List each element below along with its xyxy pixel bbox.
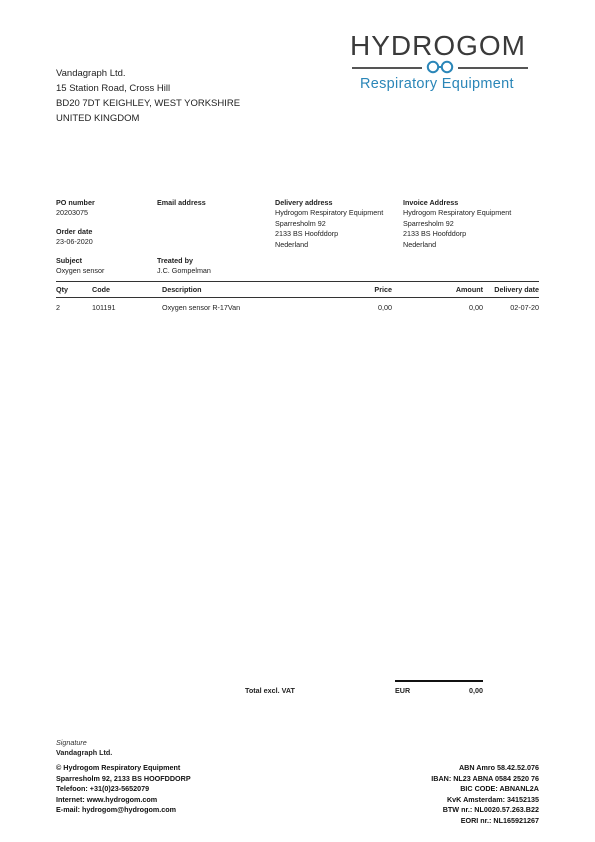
- col-header-description: Description: [162, 285, 202, 294]
- delivery-line: Hydrogom Respiratory Equipment: [275, 208, 384, 217]
- recipient-name: Vandagraph Ltd.: [56, 68, 126, 79]
- total-currency: EUR: [395, 686, 411, 695]
- total-rule: [395, 680, 483, 682]
- col-header-code: Code: [92, 285, 110, 294]
- footer-line: ABN Amro 58.42.52.076: [458, 763, 539, 772]
- logo-rule-left: [352, 67, 422, 69]
- footer-line: Telefoon: +31(0)23-5652079: [56, 784, 150, 794]
- subject-value: Oxygen sensor: [56, 266, 105, 275]
- table-row: [0, 303, 595, 315]
- footer-line: BIC CODE: ABNANL2A: [460, 784, 539, 794]
- order-date-label: Order date: [56, 227, 93, 236]
- invoice-address: [403, 208, 511, 250]
- cell-description: Oxygen sensor R-17Van: [162, 303, 241, 312]
- signature-label: Signature: [56, 738, 87, 747]
- recipient-city: BD20 7DT KEIGHLEY, WEST YORKSHIRE: [56, 98, 241, 109]
- delivery-address: [275, 208, 383, 250]
- total-label: Total excl. VAT: [245, 686, 295, 695]
- col-header-qty: Qty: [56, 285, 68, 294]
- delivery-address-label: Delivery address: [275, 198, 333, 207]
- cell-price: 0,00: [378, 303, 392, 312]
- col-header-amount: Amount: [455, 285, 483, 294]
- footer-line: Sparresholm 92, 2133 BS HOOFDDORP: [56, 773, 191, 783]
- cell-delivery-date: 02-07-20: [510, 303, 539, 312]
- signature-name: Vandagraph Ltd.: [56, 748, 113, 757]
- footer-bank-info: [330, 763, 539, 827]
- footer-company-info: [56, 763, 191, 816]
- footer-line: KvK Amsterdam: 34152135: [446, 794, 539, 804]
- treated-by-value: J.C. Gompelman: [157, 266, 211, 275]
- invoice-line: Sparresholm 92: [403, 218, 454, 228]
- footer-line: Internet: www.hydrogom.com: [56, 794, 158, 804]
- logo-glasses-icon: [424, 60, 456, 74]
- total-value: 0,00: [469, 686, 483, 695]
- logo-tagline: Respiratory Equipment: [360, 76, 514, 92]
- logo-rule-right: [458, 67, 528, 69]
- delivery-line: 2133 BS Hoofddorp: [275, 229, 339, 238]
- invoice-line: Hydrogom Respiratory Equipment: [403, 208, 512, 217]
- footer-line: EORI nr.: NL165921267: [460, 815, 539, 825]
- col-header-price: Price: [374, 285, 392, 294]
- cell-qty: 2: [56, 303, 60, 312]
- footer-line: © Hydrogom Respiratory Equipment: [56, 763, 181, 772]
- subject-label: Subject: [56, 256, 82, 265]
- col-header-delivery-date: Delivery date: [494, 285, 539, 294]
- po-number-label: PO number: [56, 198, 95, 207]
- delivery-line: Nederland: [275, 239, 309, 249]
- invoice-address-label: Invoice Address: [403, 198, 459, 207]
- table-top-rule: [56, 281, 539, 282]
- footer-line: BTW nr.: NL0020.57.263.B22: [442, 805, 539, 815]
- recipient-address: [56, 66, 240, 126]
- invoice-line: Nederland: [403, 239, 437, 249]
- recipient-street: 15 Station Road, Cross Hill: [56, 83, 171, 94]
- treated-by-label: Treated by: [157, 256, 193, 265]
- delivery-line: Sparresholm 92: [275, 218, 326, 228]
- cell-code: 101191: [92, 303, 116, 312]
- order-date-value: 23-06-2020: [56, 237, 93, 246]
- cell-amount: 0,00: [469, 303, 483, 312]
- recipient-country: UNITED KINGDOM: [56, 113, 140, 124]
- table-header-rule: [56, 297, 539, 298]
- footer-line: IBAN: NL23 ABNA 0584 2520 76: [431, 773, 539, 783]
- company-logo: [350, 32, 530, 96]
- email-label: Email address: [157, 198, 206, 207]
- po-number-value: 20203075: [56, 208, 88, 217]
- invoice-line: 2133 BS Hoofddorp: [403, 229, 467, 238]
- footer-line: E-mail: hydrogom@hydrogom.com: [56, 805, 177, 815]
- logo-brand-text: HYDROGOM: [350, 30, 526, 61]
